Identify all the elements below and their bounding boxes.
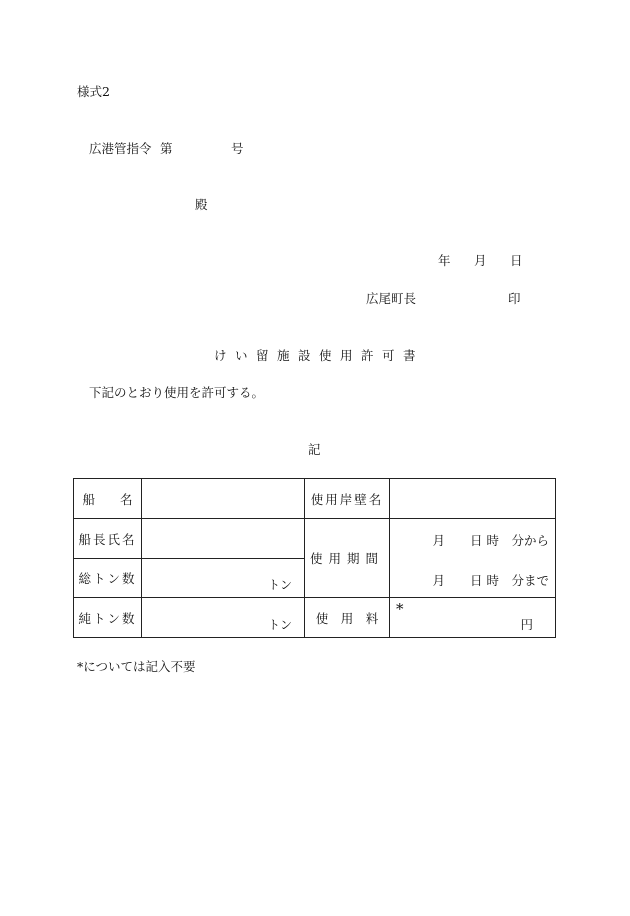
captain-field xyxy=(142,519,305,559)
footnote: *については記入不要 xyxy=(77,659,196,674)
ki-heading: 記 xyxy=(308,442,321,457)
berth-label: 使用岸壁名 xyxy=(305,479,390,519)
net-tonnage-field xyxy=(142,598,305,638)
reference-prefix: 広港管指令 xyxy=(89,141,152,156)
ship-name-label: 船 名 xyxy=(74,479,142,519)
document-title: けい留施設使用許可書 xyxy=(214,348,425,363)
gross-tonnage-label: 総トン数 xyxy=(74,559,142,598)
body-text: 下記のとおり使用を許可する。 xyxy=(89,385,265,400)
fee-field xyxy=(390,598,556,638)
ship-name-field xyxy=(142,479,305,519)
reference-go: 号 xyxy=(231,141,244,156)
captain-label: 船長氏名 xyxy=(74,519,142,559)
form-number: 様式2 xyxy=(77,84,110,99)
net-tonnage-unit: トン xyxy=(267,618,292,632)
period-from: 月 日 時 分から xyxy=(432,533,549,548)
fee-unit: 円 xyxy=(520,617,533,632)
reference-dai: 第 xyxy=(160,141,173,156)
fee-label: 使 用 料 xyxy=(305,598,390,638)
permit-table xyxy=(73,478,556,638)
gross-tonnage-unit: トン xyxy=(267,578,292,592)
addressee-suffix: 殿 xyxy=(195,197,208,212)
fee-asterisk: * xyxy=(396,600,404,618)
period-label: 使用期間 xyxy=(305,519,390,598)
issuer-seal: 印 xyxy=(508,291,521,306)
gross-tonnage-field xyxy=(142,559,305,598)
date-year: 年 xyxy=(438,253,451,268)
issuer-title: 広尾町長 xyxy=(366,291,417,306)
berth-field xyxy=(390,479,556,519)
date-day: 日 xyxy=(510,253,523,268)
period-field xyxy=(390,519,556,598)
net-tonnage-label: 純トン数 xyxy=(74,598,142,638)
period-to: 月 日 時 分まで xyxy=(432,573,549,588)
date-month: 月 xyxy=(474,253,487,268)
